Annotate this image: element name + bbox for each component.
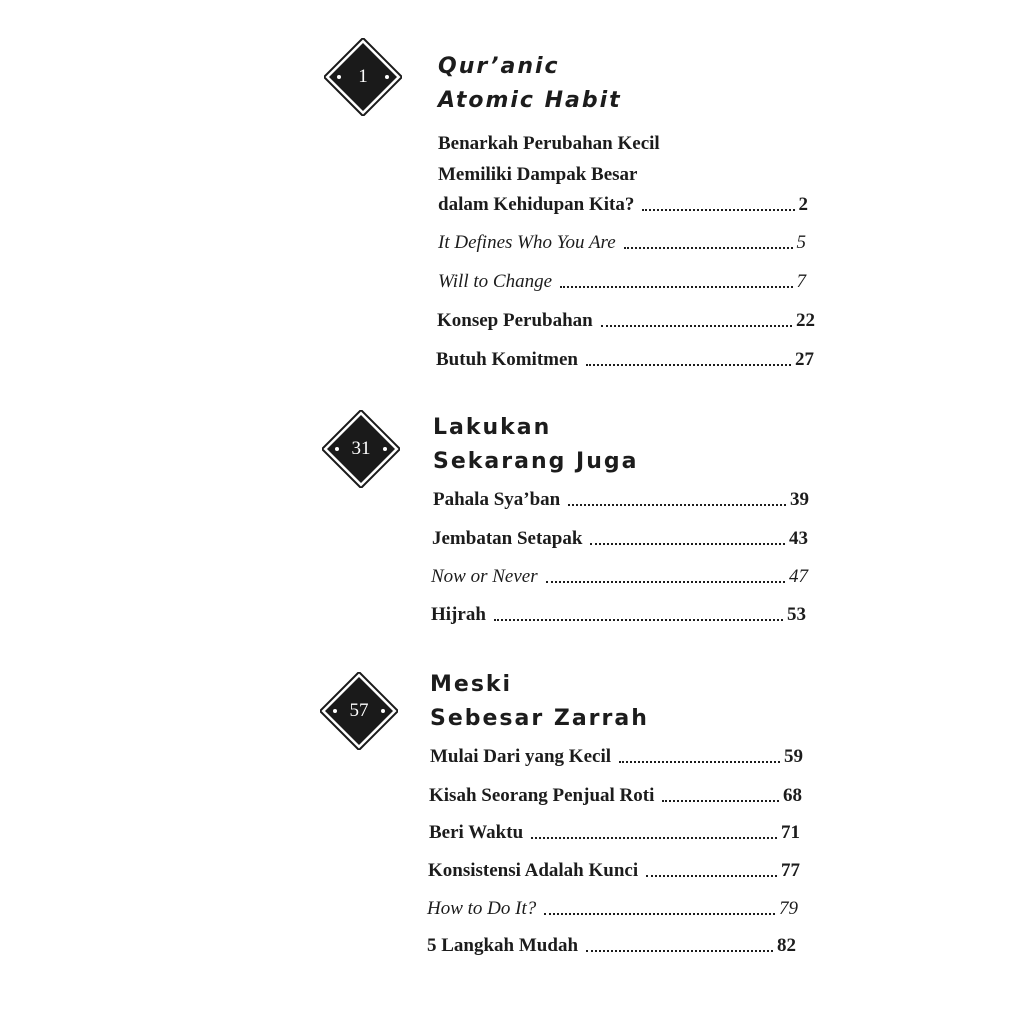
leader-dots [560, 286, 793, 288]
toc-page-number: 59 [784, 746, 803, 767]
leader-dots [662, 800, 779, 802]
toc-entry-label: 5 Langkah Mudah [427, 935, 579, 956]
toc-entry-line: Memiliki Dampak Besar [438, 164, 638, 185]
toc-entry-label: Will to Change [438, 271, 552, 292]
leader-dots [546, 581, 785, 583]
toc-entry-label: Hijrah [431, 604, 486, 625]
chapter-number-badge [322, 410, 400, 488]
toc-page-number: 43 [789, 528, 808, 549]
toc-entry[interactable] [427, 898, 798, 920]
toc-entry-label: Konsistensi Adalah Kunci [428, 860, 639, 881]
toc-page-number: 2 [798, 194, 808, 215]
toc-page-number: 27 [795, 349, 814, 370]
toc-entry[interactable] [429, 822, 800, 844]
toc-entry-label: Butuh Komitmen [436, 349, 578, 370]
chapter-title-line: Sebesar Zarrah [430, 706, 649, 731]
chapter-title-line: Qur’anic [438, 54, 560, 79]
toc-entry-label: Beri Waktu [429, 822, 524, 843]
toc-entry-label: It Defines Who You Are [438, 232, 616, 253]
leader-dots [646, 875, 777, 877]
toc-page-number: 68 [783, 785, 802, 806]
chapter-number: 31 [351, 438, 371, 459]
toc-entry[interactable] [433, 489, 809, 511]
toc-entry-label: Pahala Sya’ban [433, 489, 561, 510]
toc-page-number: 22 [796, 310, 815, 331]
leader-dots [568, 504, 786, 506]
chapter-title [438, 50, 622, 118]
toc-entry[interactable] [432, 528, 808, 550]
toc-page-number: 5 [796, 232, 806, 253]
toc-entry-line: Benarkah Perubahan Kecil [438, 133, 660, 154]
chapter-title-line: Meski [430, 672, 513, 697]
toc-page-number: 79 [779, 898, 798, 919]
toc-entry[interactable] [428, 860, 800, 882]
toc-page-number: 47 [789, 566, 808, 587]
toc-entry[interactable] [429, 785, 802, 807]
toc-entry-label: Kisah Seorang Penjual Roti [429, 785, 655, 806]
leader-dots [494, 619, 783, 621]
chapter-title-line: Atomic Habit [438, 88, 622, 113]
toc-entry[interactable] [427, 935, 796, 957]
toc-entry[interactable] [438, 194, 808, 216]
toc-entry[interactable] [431, 566, 808, 588]
toc-entry[interactable] [438, 271, 806, 293]
leader-dots [624, 247, 793, 249]
toc-entry-label: Now or Never [431, 566, 538, 587]
chapter-number-badge [324, 38, 402, 116]
leader-dots [531, 837, 777, 839]
toc-page-number: 53 [787, 604, 806, 625]
leader-dots [544, 913, 775, 915]
leader-dots [590, 543, 785, 545]
toc-entry-label: Konsep Perubahan [437, 310, 593, 331]
toc-entry-label: Mulai Dari yang Kecil [430, 746, 612, 767]
leader-dots [601, 325, 792, 327]
leader-dots [642, 209, 794, 211]
toc-page-number: 39 [790, 489, 809, 510]
toc-entry[interactable] [436, 349, 814, 371]
toc-entry-label: How to Do It? [427, 898, 537, 919]
chapter-title-line: Lakukan [433, 415, 552, 440]
toc-page-number: 77 [781, 860, 800, 881]
chapter-title [433, 411, 638, 479]
toc-entry[interactable] [430, 746, 803, 768]
toc-entry[interactable] [438, 232, 806, 254]
chapter-number: 57 [349, 700, 369, 721]
toc-page-number: 7 [796, 271, 806, 292]
chapter-title [430, 668, 649, 736]
toc-page-number: 71 [781, 822, 800, 843]
toc-entry[interactable] [437, 310, 815, 332]
leader-dots [619, 761, 780, 763]
toc-entry-label: dalam Kehidupan Kita? [438, 194, 635, 215]
toc-entry-label: Jembatan Setapak [432, 528, 583, 549]
chapter-number-badge [320, 672, 398, 750]
leader-dots [586, 364, 791, 366]
leader-dots [586, 950, 773, 952]
toc-entry-heading [438, 128, 660, 190]
chapter-number: 1 [358, 66, 368, 87]
chapter-title-line: Sekarang Juga [433, 449, 639, 474]
toc-page-number: 82 [777, 935, 796, 956]
toc-entry[interactable] [431, 604, 806, 626]
